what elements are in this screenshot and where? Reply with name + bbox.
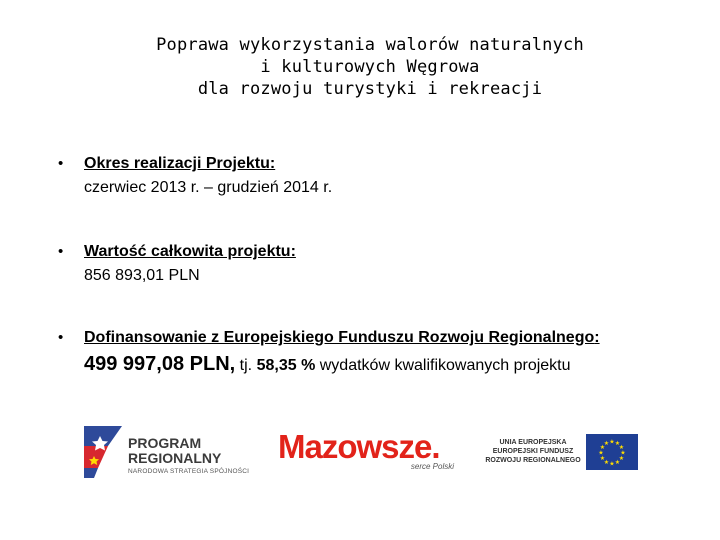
slide-title (60, 34, 680, 100)
eu-star-icon: ★ (620, 450, 626, 457)
eu-logo-line-3: ROZWOJU REGIONALNEGO (485, 457, 581, 464)
eu-star-icon: ★ (609, 461, 615, 468)
eu-logo-line-1: UNIA EUROPEJSKA (499, 439, 567, 446)
bullet-cofinancing (58, 326, 698, 378)
title-line-3: dla rozwoju turystyki i rekreacji (197, 79, 543, 99)
eu-star-icon: ★ (614, 460, 621, 466)
program-regionalny-logo (84, 422, 256, 482)
eu-star-icon: ★ (603, 441, 610, 447)
bullet-label: Wartość całkowita projektu: (84, 243, 296, 260)
eu-star-icon: ★ (609, 439, 615, 446)
eu-star-icon: ★ (599, 445, 606, 451)
title-line-2: i kulturowych Węgrowa (260, 57, 480, 77)
cofinancing-percent: 58,35 % (256, 357, 316, 374)
mazowsze-logo-text: Mazowsze. (278, 428, 440, 465)
bullet-dot: • (58, 243, 64, 260)
eu-flag-icon (586, 434, 638, 470)
bullet-dot: • (58, 155, 64, 172)
bullet-value: czerwiec 2013 r. – grudzień 2014 r. (84, 179, 333, 196)
eu-logo-line-2: EUROPEJSKI FUNDUSZ (492, 448, 574, 455)
mazowsze-logo-subtitle: serce Polski (410, 462, 454, 471)
bullet-total-value (58, 240, 698, 288)
eu-star-icon: ★ (618, 456, 625, 462)
program-logo-line-2: REGIONALNY (128, 450, 222, 466)
title-line-1: Poprawa wykorzystania walorów naturalnych (156, 35, 584, 55)
cofinancing-amount: 499 997,08 PLN (84, 353, 230, 375)
bullet-value: 856 893,01 PLN (84, 267, 200, 284)
eu-star-icon: ★ (599, 456, 606, 462)
bullet-label: Okres realizacji Projektu: (84, 155, 276, 172)
eu-star-icon: ★ (614, 441, 621, 447)
percent-prefix: tj. (239, 357, 253, 374)
percent-description: wydatków kwalifikowanych projektu (319, 357, 571, 374)
bullet-dot: • (58, 329, 64, 346)
eu-star-icon: ★ (618, 445, 625, 451)
eu-star-icon: ★ (598, 450, 604, 457)
program-emblem-icon (84, 422, 126, 480)
eu-logo (482, 432, 642, 476)
bullet-label-colon: : (594, 329, 600, 346)
amount-comma: , (229, 353, 236, 375)
program-logo-line-1: PROGRAM (128, 435, 202, 451)
bullet-project-period (58, 152, 698, 200)
eu-star-icon: ★ (603, 460, 610, 466)
program-logo-subtitle: NARODOWA STRATEGIA SPÓJNOŚCI (128, 468, 250, 475)
bullet-label: Dofinansowanie z Europejskiego Funduszu Rozwoju Regionalnego (84, 329, 595, 346)
mazowsze-logo (276, 428, 466, 476)
